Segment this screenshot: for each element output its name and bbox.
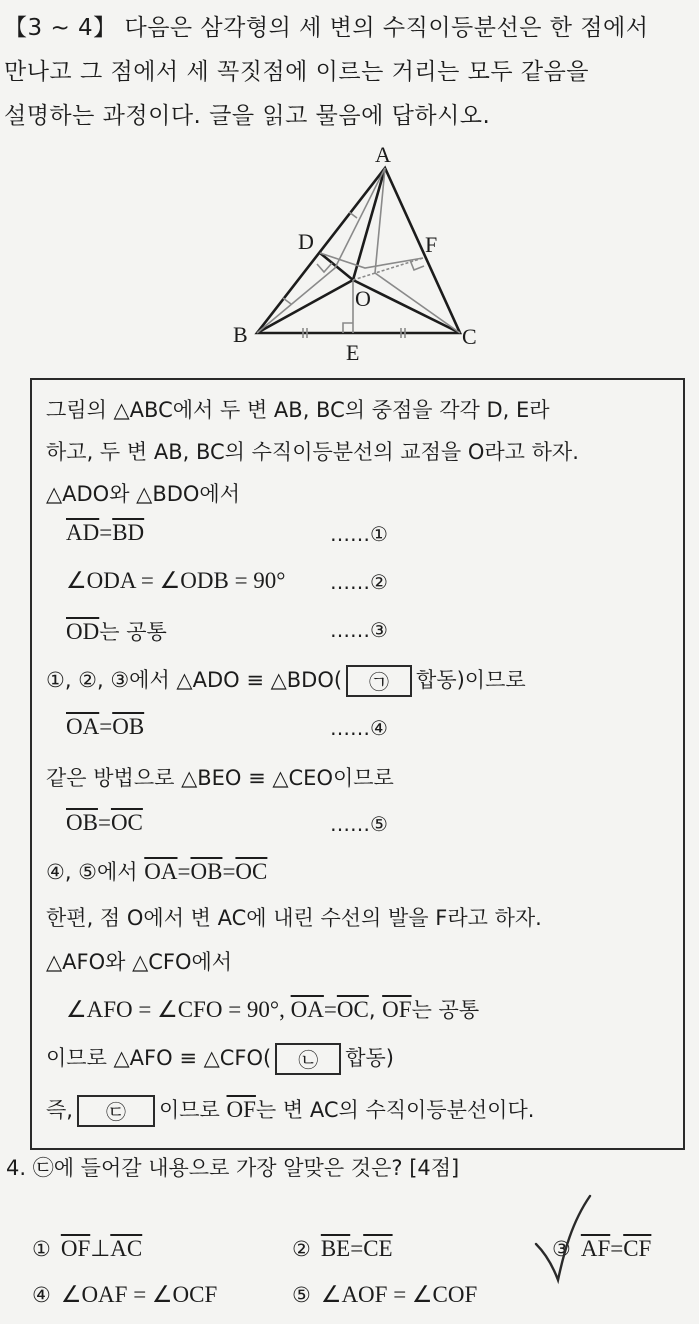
label-e: E: [346, 340, 360, 365]
tick-bd: [283, 298, 291, 304]
choice-number: ①: [32, 1237, 51, 1261]
proof-line-7: [46, 664, 526, 697]
segment-of: [353, 258, 423, 280]
choice-4-text: ∠OAF = ∠OCF: [60, 1282, 218, 1307]
label-o: O: [355, 286, 371, 311]
tag-1: ……①: [330, 522, 388, 546]
segment-oc: $\overline{OC}$: [336, 997, 369, 1022]
segment-oc: $\overline{OC}$: [110, 810, 143, 835]
equals-sign: =: [323, 997, 337, 1022]
statement-5: [66, 810, 143, 836]
choice-number: ⑤: [292, 1283, 311, 1307]
proof-line-11: [46, 856, 267, 886]
line-16-post: 는 변 AC의 수직이등분선이다.: [255, 1098, 535, 1122]
label-f: F: [425, 232, 438, 257]
choice-2-a: $\overline{BE}$: [320, 1236, 351, 1261]
line-16-mid: 이므로: [158, 1098, 227, 1122]
proof-line-2: 하고, 두 변 AB, BC의 수직이등분선의 교점을 O라고 하자.: [46, 440, 579, 464]
proof-line-3: △ADO와 △BDO에서: [46, 482, 241, 506]
segment-of: $\overline{OF}$: [226, 1097, 256, 1122]
segment-oa: $\overline{OA}$: [66, 714, 100, 739]
problem-intro: [4, 6, 694, 138]
choice-3-op: =: [610, 1236, 624, 1261]
equals-sign: =: [97, 810, 111, 835]
label-a: A: [375, 142, 391, 167]
pencil-trace-2: [375, 168, 460, 333]
choice-number: ②: [292, 1237, 311, 1261]
segment-oc: $\overline{OC}$: [235, 859, 268, 884]
choice-1-op: ⊥: [90, 1236, 111, 1261]
line-14-pre: ∠AFO = ∠CFO = 90°,: [66, 997, 291, 1022]
equals-sign: =: [99, 520, 113, 545]
segment-oa: $\overline{OA}$: [290, 997, 324, 1022]
separator: ,: [368, 998, 383, 1022]
proof-line-9: 같은 방법으로 △BEO ≡ △CEO이므로: [46, 766, 394, 790]
tag-4: ……④: [330, 716, 388, 740]
choice-2[interactable]: [292, 1236, 393, 1262]
triangle-figure: [225, 142, 485, 365]
proof-box: [30, 378, 685, 1150]
choice-2-b: $\overline{CE}$: [363, 1236, 393, 1261]
handwritten-check-mark: [534, 1192, 594, 1292]
statement-2: ∠ODA = ∠ODB = 90°: [66, 568, 286, 593]
segment-ob: $\overline{OB}$: [190, 859, 223, 884]
label-b: B: [233, 322, 248, 347]
segment-ad: $\overline{AD}$: [66, 520, 100, 545]
equals-sign: =: [177, 859, 191, 884]
choice-3-a: $\overline{AF}$: [580, 1236, 611, 1261]
line-16-pre: 즉,: [46, 1098, 73, 1122]
blank-slot-2: ㉡: [275, 1043, 341, 1075]
choice-1-b: $\overline{AC}$: [110, 1236, 143, 1261]
statement-3: [66, 616, 167, 646]
segment-ob: $\overline{OB}$: [66, 810, 98, 835]
proof-line-16: [46, 1094, 534, 1127]
label-c: C: [462, 324, 477, 349]
choice-3-b: $\overline{CF}$: [623, 1236, 652, 1261]
segment-bd: $\overline{BD}$: [112, 520, 145, 545]
choice-5-text: ∠AOF = ∠COF: [320, 1282, 478, 1307]
intro-line-3: 설명하는 과정이다. 글을 읽고 물음에 답하시오.: [4, 103, 491, 129]
statement-3-text: 는 공통: [99, 620, 167, 644]
line-15-post: 합동): [345, 1046, 394, 1070]
line-7-post: 합동)이므로: [416, 668, 526, 692]
choice-2-op: =: [350, 1236, 364, 1261]
segment-ob: [257, 280, 353, 333]
proof-line-14: [66, 994, 479, 1024]
equals-sign: =: [99, 714, 113, 739]
proof-line-13: △AFO와 △CFO에서: [46, 950, 233, 974]
segment-od: $\overline{OD}$: [66, 619, 100, 644]
choice-number: ④: [32, 1283, 51, 1307]
statement-1: [66, 520, 144, 546]
segment-oa: $\overline{OA}$: [144, 859, 178, 884]
choice-5[interactable]: [292, 1282, 477, 1308]
right-angle-e: [343, 323, 353, 333]
intro-line-1: 【3 ~ 4】 다음은 삼각형의 세 변의 수직이등분선은 한 점에서: [4, 15, 649, 41]
choice-1[interactable]: [32, 1236, 142, 1262]
line-11-pre: ④, ⑤에서: [46, 860, 145, 884]
label-d: D: [298, 229, 314, 254]
choice-1-a: $\overline{OF}$: [60, 1236, 91, 1261]
segment-of: $\overline{OF}$: [382, 997, 412, 1022]
proof-line-12: 한편, 점 O에서 변 AC에 내린 수선의 발을 F라고 하자.: [46, 906, 542, 930]
proof-line-1: 그림의 △ABC에서 두 변 AB, BC의 중점을 각각 D, E라: [46, 398, 550, 422]
question-4: 4. ㉢에 들어갈 내용으로 가장 알맞은 것은? [4점]: [6, 1156, 460, 1180]
blank-slot-1: ㉠: [346, 665, 412, 697]
line-7-pre: ①, ②, ③에서 △ADO ≡ △BDO(: [46, 668, 343, 692]
line-15-pre: 이므로 △AFO ≡ △CFO(: [46, 1046, 272, 1070]
segment-ob: $\overline{OB}$: [112, 714, 145, 739]
tag-2: ……②: [330, 570, 388, 594]
equals-sign: =: [222, 859, 236, 884]
line-14-post: 는 공통: [411, 998, 480, 1022]
proof-line-15: [46, 1042, 394, 1075]
tag-3: ……③: [330, 618, 388, 642]
intro-line-2: 만나고 그 점에서 세 꼭짓점에 이르는 거리는 모두 같음을: [4, 59, 590, 85]
choice-4[interactable]: [32, 1282, 217, 1308]
tag-5: ……⑤: [330, 812, 388, 836]
right-angle-d: [317, 263, 332, 272]
tick-ad: [349, 212, 357, 218]
choice-number: ③: [552, 1237, 571, 1261]
blank-slot-3: ㉢: [77, 1095, 155, 1127]
statement-4: [66, 714, 144, 740]
